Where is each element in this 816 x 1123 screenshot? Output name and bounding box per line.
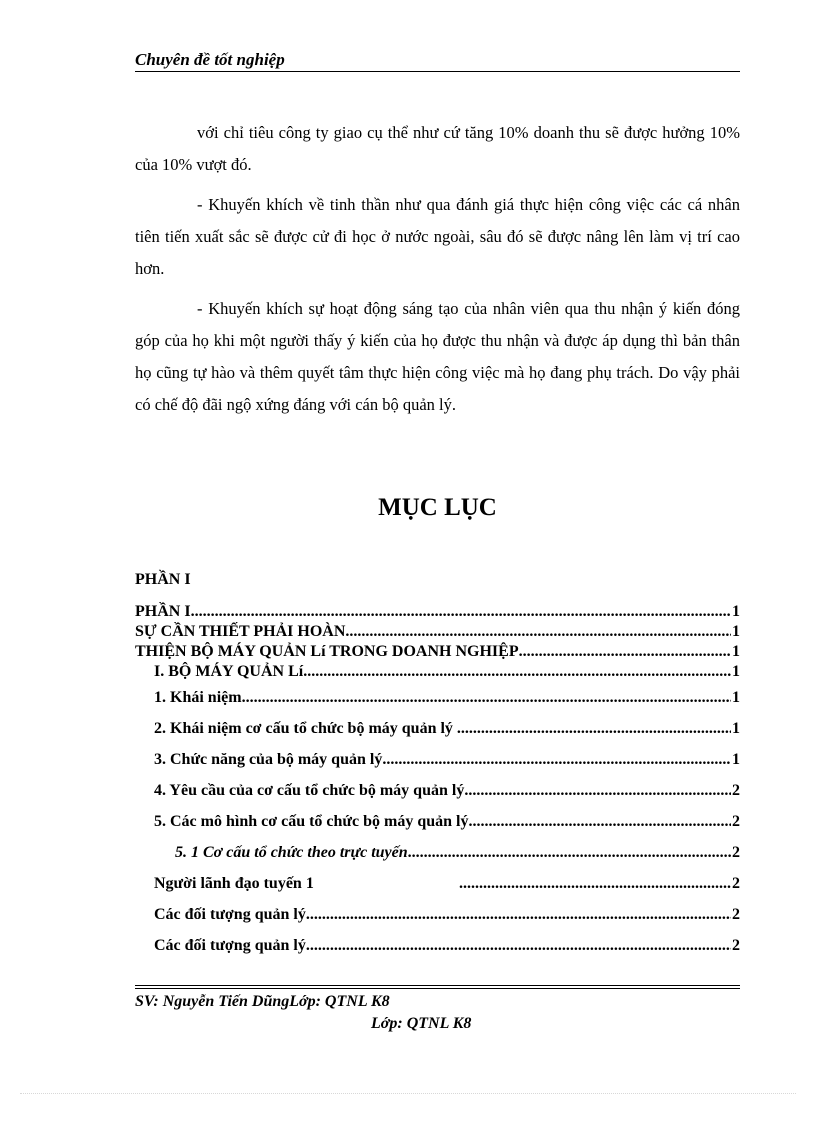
body-paragraph: - Khuyến khích sự hoạt động sáng tạo của nhân viên qua thu nhận ý kiến đóng góp của họ khi một người thấy ý kiến của họ được thu nhận và được áp dụng thì bản thân họ cũng tự hào và thêm quyết tâm thực hiện công việc mà họ đang phụ trách. Do vậy phải có chế độ đãi ngộ xứng đáng với cán bộ quản lý. [135, 299, 740, 414]
toc-entry[interactable] [135, 682, 740, 713]
page-edge [20, 1093, 796, 1094]
toc-leader [306, 930, 731, 961]
toc-leader [461, 713, 731, 744]
toc-entry[interactable] [135, 713, 740, 744]
toc-leader [459, 868, 731, 899]
toc-entry-text: Các đối tượng quản lý [154, 937, 306, 954]
toc-entry-page: 2 [732, 844, 740, 861]
page-header [135, 48, 740, 72]
toc-leader [386, 744, 731, 775]
toc-entry-page: 1 [732, 643, 740, 660]
toc-entry[interactable] [135, 899, 740, 930]
toc-entry-page: 1 [732, 720, 740, 737]
toc-leader [472, 806, 731, 837]
toc-entry[interactable] [135, 930, 740, 961]
toc-leader [408, 837, 731, 868]
footer-rule [135, 985, 740, 986]
toc-entry-text: 5. 1 Cơ cấu tổ chức theo trực tuyến [175, 844, 408, 861]
toc-entry-page: 1 [732, 663, 740, 680]
table-of-contents [135, 602, 740, 961]
toc-leader [519, 642, 731, 662]
toc-leader [306, 899, 731, 930]
header-title: Chuyên đề tốt nghiệp [135, 50, 285, 69]
toc-entry[interactable] [135, 868, 740, 899]
toc-entry[interactable] [135, 775, 740, 806]
toc-entry-page: 2 [732, 906, 740, 923]
body-text [135, 117, 740, 429]
toc-entry-text: SỰ CẦN THIẾT PHẢI HOÀN [135, 623, 346, 640]
toc-entry[interactable] [135, 642, 740, 662]
toc-entry-text: 5. Các mô hình cơ cấu tổ chức bộ máy quản lý. [154, 813, 473, 830]
toc-leader [191, 602, 731, 622]
toc-entry[interactable] [135, 744, 740, 775]
toc-entry-page: 1 [732, 623, 740, 640]
toc-entry[interactable] [135, 602, 740, 622]
toc-entry-text: 4. Yêu cầu của cơ cấu tổ chức bộ máy quản lý. [154, 782, 469, 799]
toc-leader [345, 622, 731, 642]
footer-student: SV: Nguyễn Tiến DũngLớp: QTNL K8 [135, 993, 390, 1010]
toc-entry-text: 1. Khái niệm. [154, 689, 246, 706]
toc-entry-text: I. BỘ MÁY QUẢN Lí. [154, 663, 308, 680]
toc-heading: PHẦN I [135, 571, 191, 588]
body-paragraph: - Khuyến khích về tinh thần như qua đánh giá thực hiện công việc các cá nhân tiên tiến xuất sắc sẽ được cử đi học ở nước ngoài, sâu đó sẽ được nâng lên làm vị trí cao hơn. [135, 195, 740, 278]
toc-entry[interactable] [135, 806, 740, 837]
toc-entry-page: 1 [732, 603, 740, 620]
toc-leader [468, 775, 731, 806]
toc-leader [246, 682, 731, 713]
footer-class: Lớp: QTNL K8 [371, 1015, 472, 1032]
footer-rule [135, 988, 740, 989]
toc-title: MỤC LỤC [378, 494, 497, 521]
toc-leader [307, 662, 731, 682]
toc-entry[interactable] [135, 662, 740, 682]
toc-entry-text: Các đối tượng quản lý [154, 906, 306, 923]
toc-entry-page: 2 [732, 813, 740, 830]
toc-entry-page: 2 [732, 937, 740, 954]
toc-entry-text: PHẦN I [135, 603, 191, 620]
body-paragraph: với chỉ tiêu công ty giao cụ thể như cứ tăng 10% doanh thu sẽ được hưởng 10% của 10% vượt đó. [135, 123, 740, 174]
toc-entry-page: 1 [732, 689, 740, 706]
toc-entry-text: 2. Khái niệm cơ cấu tổ chức bộ máy quản lý . [154, 720, 461, 737]
toc-entry-text: Người lãnh đạo tuyến 1 [154, 875, 314, 892]
toc-entry-text: THIỆN BỘ MÁY QUẢN Lí TRONG DOANH NGHIỆP [135, 643, 519, 660]
page-footer [135, 985, 740, 1035]
toc-entry-page: 2 [732, 782, 740, 799]
toc-entry[interactable] [135, 622, 740, 642]
toc-entry-page: 2 [732, 875, 740, 892]
toc-entry-text: 3. Chức năng của bộ máy quản lý. [154, 751, 387, 768]
toc-entry-page: 1 [732, 751, 740, 768]
header-rule [135, 71, 740, 72]
toc-entry[interactable] [135, 837, 740, 868]
